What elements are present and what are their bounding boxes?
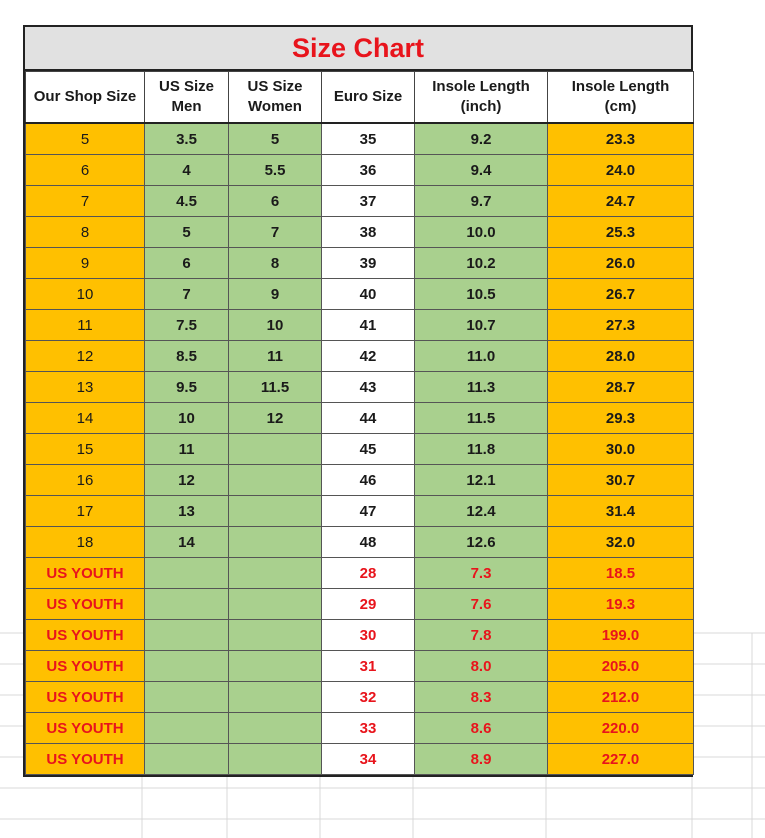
table-row [26,279,694,310]
table-row [26,434,694,465]
cell-cm: 227.0 [548,744,694,775]
header-shop-size: Our Shop Size [26,72,145,124]
cell-inch: 9.4 [415,155,548,186]
header-us-women: US Size Women [229,72,322,124]
cell-men: 4.5 [145,186,229,217]
table-row [26,217,694,248]
cell-men [145,558,229,589]
cell-shop: 9 [26,248,145,279]
cell-shop: US YOUTH [26,682,145,713]
cell-men: 6 [145,248,229,279]
cell-euro: 35 [322,123,415,155]
cell-inch: 8.3 [415,682,548,713]
table-row [26,403,694,434]
cell-women [229,744,322,775]
cell-euro: 29 [322,589,415,620]
cell-euro: 34 [322,744,415,775]
header-insole-cm: Insole Length (cm) [548,72,694,124]
cell-women [229,465,322,496]
cell-women: 7 [229,217,322,248]
table-row [26,713,694,744]
cell-shop: US YOUTH [26,713,145,744]
table-row [26,682,694,713]
table-row [26,651,694,682]
cell-inch: 10.2 [415,248,548,279]
cell-men: 12 [145,465,229,496]
cell-cm: 25.3 [548,217,694,248]
size-chart-table [25,71,694,775]
cell-women [229,527,322,558]
cell-euro: 41 [322,310,415,341]
cell-euro: 32 [322,682,415,713]
cell-cm: 26.0 [548,248,694,279]
cell-men [145,713,229,744]
cell-cm: 28.0 [548,341,694,372]
cell-shop: 8 [26,217,145,248]
cell-shop: 10 [26,279,145,310]
cell-men: 3.5 [145,123,229,155]
cell-inch: 11.0 [415,341,548,372]
cell-women: 11 [229,341,322,372]
cell-shop: 12 [26,341,145,372]
cell-women: 10 [229,310,322,341]
cell-shop: 16 [26,465,145,496]
cell-euro: 39 [322,248,415,279]
cell-inch: 10.7 [415,310,548,341]
cell-cm: 24.0 [548,155,694,186]
cell-inch: 10.0 [415,217,548,248]
cell-shop: 15 [26,434,145,465]
cell-cm: 18.5 [548,558,694,589]
size-chart-title: Size Chart [25,27,691,71]
cell-women [229,589,322,620]
table-row [26,496,694,527]
cell-men: 8.5 [145,341,229,372]
cell-euro: 31 [322,651,415,682]
table-row [26,155,694,186]
cell-shop: 13 [26,372,145,403]
cell-inch: 12.4 [415,496,548,527]
cell-women: 11.5 [229,372,322,403]
cell-shop: US YOUTH [26,558,145,589]
cell-shop: US YOUTH [26,620,145,651]
cell-inch: 9.2 [415,123,548,155]
cell-cm: 26.7 [548,279,694,310]
cell-men [145,589,229,620]
table-row [26,620,694,651]
cell-inch: 10.5 [415,279,548,310]
cell-euro: 28 [322,558,415,589]
cell-shop: 14 [26,403,145,434]
cell-shop: US YOUTH [26,651,145,682]
cell-cm: 30.7 [548,465,694,496]
cell-cm: 199.0 [548,620,694,651]
cell-shop: 18 [26,527,145,558]
cell-inch: 11.8 [415,434,548,465]
header-insole-inch: Insole Length (inch) [415,72,548,124]
header-euro-size: Euro Size [322,72,415,124]
header-row [26,72,694,124]
cell-men: 9.5 [145,372,229,403]
cell-men: 7 [145,279,229,310]
cell-inch: 11.3 [415,372,548,403]
cell-women [229,620,322,651]
table-row [26,186,694,217]
cell-men: 7.5 [145,310,229,341]
cell-men [145,620,229,651]
cell-cm: 19.3 [548,589,694,620]
cell-inch: 8.9 [415,744,548,775]
cell-euro: 43 [322,372,415,403]
cell-inch: 8.6 [415,713,548,744]
cell-men: 10 [145,403,229,434]
cell-shop: US YOUTH [26,589,145,620]
cell-inch: 7.6 [415,589,548,620]
cell-shop: 5 [26,123,145,155]
size-chart-table-container [23,25,693,777]
cell-euro: 36 [322,155,415,186]
table-row [26,123,694,155]
cell-euro: 30 [322,620,415,651]
table-row [26,372,694,403]
cell-euro: 37 [322,186,415,217]
cell-euro: 46 [322,465,415,496]
cell-men: 4 [145,155,229,186]
cell-inch: 12.6 [415,527,548,558]
cell-cm: 24.7 [548,186,694,217]
cell-cm: 27.3 [548,310,694,341]
cell-euro: 38 [322,217,415,248]
cell-euro: 48 [322,527,415,558]
cell-shop: 17 [26,496,145,527]
cell-cm: 220.0 [548,713,694,744]
cell-cm: 30.0 [548,434,694,465]
cell-men [145,682,229,713]
cell-women: 5 [229,123,322,155]
cell-women [229,434,322,465]
cell-men: 14 [145,527,229,558]
cell-inch: 9.7 [415,186,548,217]
table-row [26,558,694,589]
cell-shop: US YOUTH [26,744,145,775]
cell-men: 11 [145,434,229,465]
cell-cm: 31.4 [548,496,694,527]
cell-euro: 42 [322,341,415,372]
table-row [26,310,694,341]
size-rows [26,123,694,775]
cell-inch: 7.3 [415,558,548,589]
cell-women [229,713,322,744]
cell-women [229,682,322,713]
table-row [26,341,694,372]
cell-cm: 28.7 [548,372,694,403]
header-us-men: US Size Men [145,72,229,124]
cell-inch: 12.1 [415,465,548,496]
table-row [26,744,694,775]
cell-men [145,651,229,682]
cell-euro: 33 [322,713,415,744]
cell-cm: 212.0 [548,682,694,713]
cell-cm: 32.0 [548,527,694,558]
cell-euro: 45 [322,434,415,465]
cell-women [229,496,322,527]
cell-women: 5.5 [229,155,322,186]
table-row [26,527,694,558]
table-row [26,248,694,279]
cell-women [229,651,322,682]
cell-inch: 11.5 [415,403,548,434]
cell-cm: 29.3 [548,403,694,434]
cell-shop: 6 [26,155,145,186]
cell-shop: 7 [26,186,145,217]
cell-cm: 205.0 [548,651,694,682]
cell-inch: 8.0 [415,651,548,682]
cell-women: 12 [229,403,322,434]
cell-men [145,744,229,775]
cell-euro: 44 [322,403,415,434]
cell-women: 6 [229,186,322,217]
cell-women: 9 [229,279,322,310]
table-row [26,589,694,620]
cell-euro: 40 [322,279,415,310]
cell-women: 8 [229,248,322,279]
cell-euro: 47 [322,496,415,527]
table-row [26,465,694,496]
cell-men: 5 [145,217,229,248]
cell-shop: 11 [26,310,145,341]
cell-cm: 23.3 [548,123,694,155]
cell-men: 13 [145,496,229,527]
cell-inch: 7.8 [415,620,548,651]
cell-women [229,558,322,589]
